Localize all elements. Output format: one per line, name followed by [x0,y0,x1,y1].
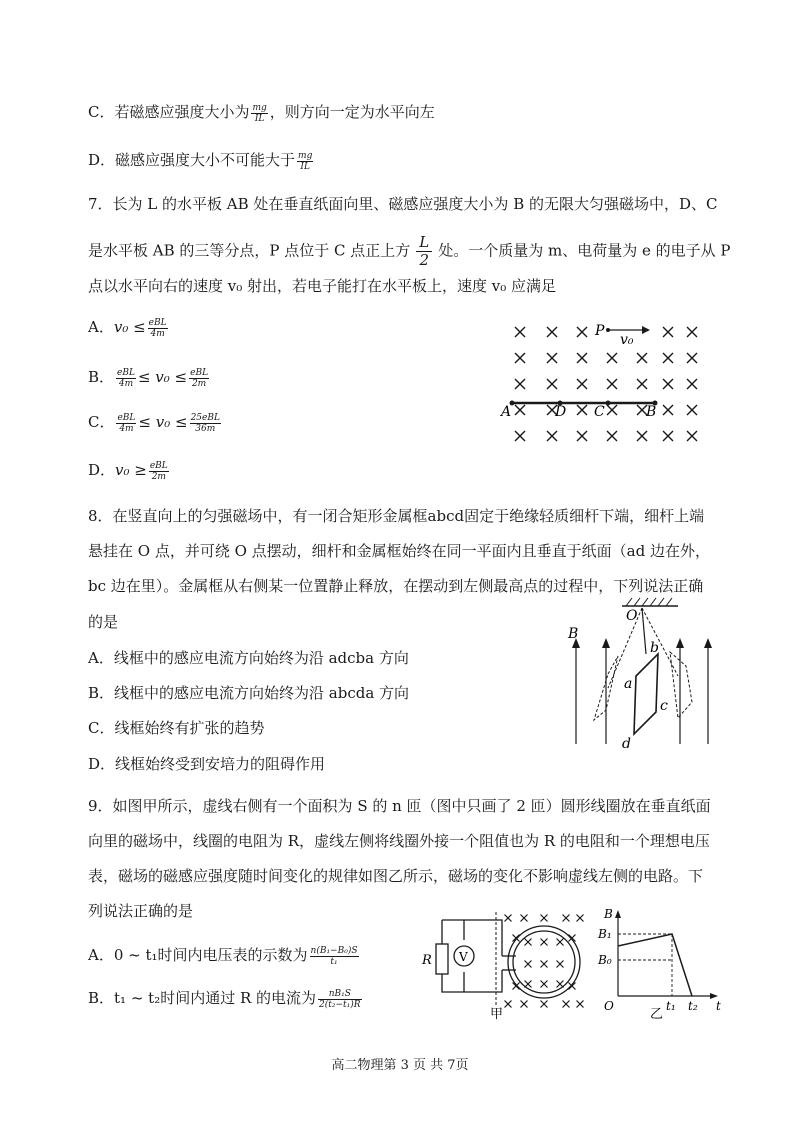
field-cross-markers [515,327,697,441]
coil-outer [508,926,580,998]
label-a: A [501,404,512,420]
q8-text-line-4: 的是 [88,613,119,631]
q7-text-line-2: 是水平板 AB 的三等分点，P 点位于 C 点正上方 $\frac{L}{2}$ 处。一个质量为 m、电荷量为 e 的电子从 P [88,233,731,269]
q9-text-line-3: 表，磁场的磁感应强度随时间变化的规律如图乙所示，磁场的变化不影响虚线左侧的电路。下 [88,867,704,885]
q9-bt-graph [596,907,726,1022]
label-b0: B₀ [598,953,612,967]
q8-option-a: A．线框中的感应电流方向始终为沿 adcba 方向 [88,649,409,667]
q7-option-c: C． $\frac{\text{eBL}}{4m}$ ≤ v₀ ≤ $\frac{\text{25eBL}}{36m}$ [88,412,220,434]
label-frame-b: b [650,640,659,656]
frame-abcd [634,654,658,734]
label-c: C [594,404,605,420]
label-frame-d: d [622,736,631,752]
label-field-b: B [568,626,579,642]
label-resistor-r: R [422,953,432,968]
field-lines [576,644,708,744]
label-b: B [646,404,657,420]
rod-right [642,608,678,676]
circuit-wires [442,920,516,992]
ceiling-hatch [626,598,672,606]
q8-text-line-3: bc 边在里）。金属框从右侧某一位置静止释放，在摆动到左侧最高点的过程中，下列说法正确 [88,577,704,595]
q9-option-a: A．0 ~ t₁时间内电压表的示数为 $\frac{\text{n(B₁−B₀)S}}{\text{t₁}}$ [88,945,358,967]
label-jia: 甲 [490,1007,504,1022]
q7-option-a: A．v₀ ≤ $\frac{\text{eBL}}{4m}$ [88,317,167,339]
q7-option-d: D．v₀ ≥ $\frac{\text{eBL}}{2m}$ [88,460,168,482]
q8-option-c: C．线框始终有扩张的趋势 [88,719,265,737]
q6-option-c: C．若磁感应强度大小为 $\frac{mg}{IL}$ ，则方向一定为水平向左 [88,102,435,124]
label-t1: t₁ [666,999,676,1013]
y-axis-arrow [615,910,621,918]
label-voltmeter: V [459,950,468,964]
q8-text-line-1: 8．在竖直向上的匀强磁场中，有一闭合矩形金属框abcd固定于绝缘轻质细杆下端，细杆上端 [88,507,705,525]
q7-text-line-3: 点以水平向右的速度 v₀ 射出，若电子能打在水平板上，速度 v₀ 应满足 [88,277,557,295]
q9-text-line-4: 列说法正确的是 [88,902,194,920]
label-axis-t: t [716,999,721,1013]
page-footer: 高二物理第 3 页 共 7页 [331,1058,469,1073]
q9-option-b: B．t₁ ~ t₂时间内通过 R 的电流为 $\frac{\text{nB₁S}}{\text{2(t₂−t₁)R}}$ [88,988,361,1010]
label-frame-c: c [660,698,668,714]
point-c-dot [606,401,611,406]
q8-option-d: D．线框始终受到安培力的阻碍作用 [88,755,326,773]
label-p: P [595,323,605,339]
label-yi: 乙 [650,1007,664,1022]
q8-option-b: B．线框中的感应电流方向始终为沿 abcda 方向 [88,684,410,702]
label-o: O [626,608,638,624]
velocity-arrowhead [642,326,650,334]
q8-pendulum-frame-figure [560,594,730,754]
label-frame-a: a [624,676,633,692]
label-v0: v₀ [620,332,634,348]
q7-magnetic-field-figure [500,320,710,450]
label-b1: B₁ [598,927,612,941]
q7-option-b: B． $\frac{\text{eBL}}{4m}$ ≤ v₀ ≤ $\frac{\text{eBL}}{2m}$ [88,367,209,389]
b-series-line [618,934,692,996]
field-arrowheads [572,638,712,648]
q7-text-line-1: 7．长为 L 的水平板 AB 处在垂直纸面向里、磁感应强度大小为 B 的无限大匀强磁场中，D、C [88,195,718,213]
q9-text-line-2: 向里的磁场中，线圈的电阻为 R，虚线左侧将线圈外接一个阻值也为 R 的电阻和一个理想电压 [88,832,710,850]
q6-option-d: D．磁感应强度大小不可能大于 $\frac{mg}{IL}$ [88,150,313,172]
label-t2: t₂ [688,999,698,1013]
label-d: D [555,404,567,420]
frame-right-dashed [670,652,692,718]
label-origin: O [604,999,614,1013]
resistor-r [436,944,448,974]
q9-circuit-figure [420,908,600,1022]
q9-text-line-1: 9．如图甲所示，虚线右侧有一个面积为 S 的 n 匝（图中只画了 2 匝）圆形线圈放在垂直纸面 [88,797,711,815]
q8-text-line-2: 悬挂在 O 点，并可绕 O 点摆动，细杆和金属框始终在同一平面内且垂直于纸面（ad 边在外， [88,542,710,560]
label-axis-b: B [604,907,613,921]
